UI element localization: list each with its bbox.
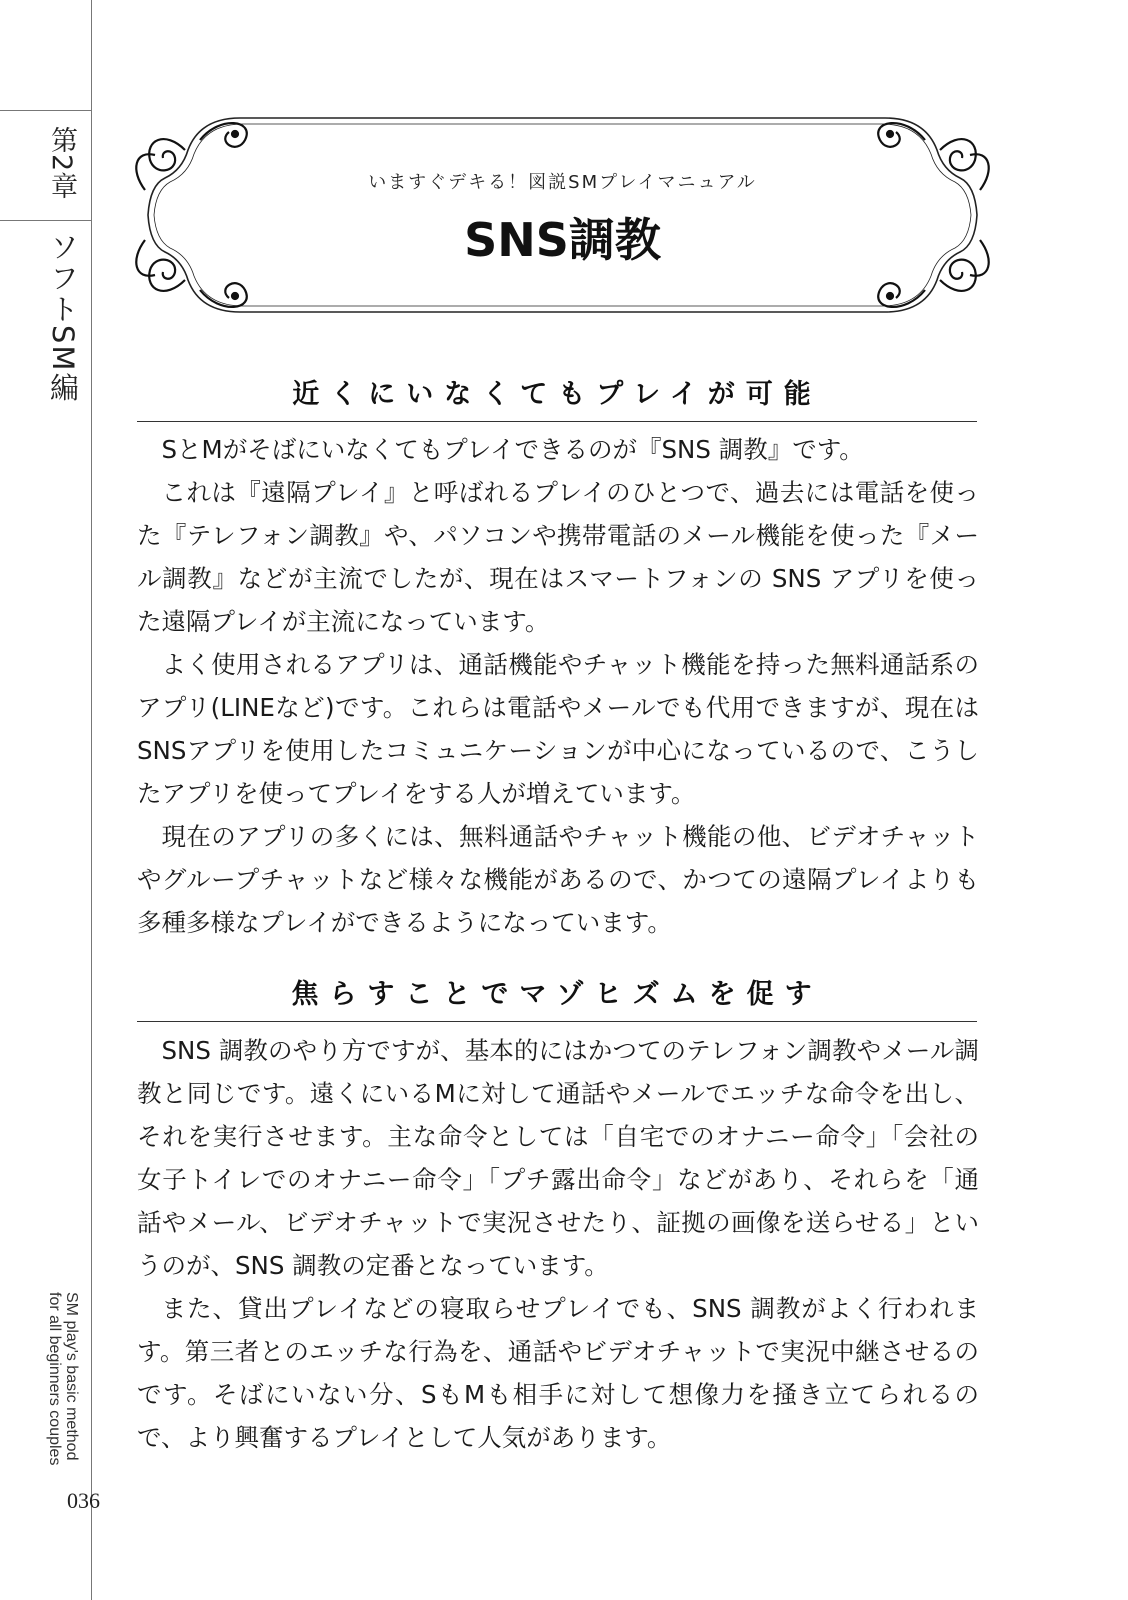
margin-vertical-rule [91,0,92,1600]
margin-rule-top [0,110,91,111]
section-heading-teasing: 焦らすことでマゾヒズムを促す [291,979,823,1010]
paragraph: 現在のアプリの多くには、無料通話やチャット機能の他、ビデオチャットやグループチャットなど様々な機能があるので、かつての遠隔プレイよりも多種多様なプレイができるようになっています。 [137,822,979,937]
paragraph: よく使用されるアプリは、通話機能やチャット機能を持った無料通話系のアプリ(LINEなど)です。これらは電話やメールでも代用できますが、現在はSNSアプリを使用したコミュニケーションが中心になっているので、こうしたアプリを使ってプレイをする人が増えています。 [137,650,979,808]
paragraph: また、貸出プレイなどの寝取らせプレイでも、SNS 調教がよく行われます。第三者とのエッチな行為を、通話やビデオチャットで実況中継させるのです。そばにいない分、SもMも相手に対して想像力を掻き立てられるので、より興奮するプレイとして人気があります。 [137,1294,979,1452]
page-title: SNS調教 [464,213,661,267]
english-tagline-line2: for all beginners couples [46,1292,63,1466]
section-rule [137,421,977,422]
section-body-remote-play [137,428,979,944]
section-body-teasing [137,1029,979,1459]
part-label: ソフトSM編 [46,232,80,404]
page-number: 036 [67,1488,100,1513]
paragraph: SとMがそばにいなくてもプレイできるのが『SNS 調教』です。 [161,435,864,464]
chapter-label: 第2章 [46,126,77,201]
margin-rule-middle [0,220,91,221]
series-subtitle: いますぐデキる！図説SMプレイマニュアル [368,172,757,193]
section-rule [137,1021,977,1022]
paragraph: これは『遠隔プレイ』と呼ばれるプレイのひとつで、過去には電話を使った『テレフォン調教』や、パソコンや携帯電話のメール機能を使った『メール調教』などが主流でしたが、現在はスマートフォンの SNS アプリを使った遠隔プレイが主流になっています。 [137,478,979,636]
paragraph: SNS 調教のやり方ですが、基本的にはかつてのテレフォン調教やメール調教と同じです。遠くにいるMに対して通話やメールでエッチな命令を出し、それを実行させます。主な命令としては「自宅でのオナニー命令」「会社の女子トイレでのオナニー命令」「プチ露出命令」などがあり、それらを「通話やメール、ビデオチャットで実況させたり、証拠の画像を送らせる」というのが、SNS 調教の定番となっています。 [137,1036,979,1280]
english-tagline-line1: SM play's basic method [63,1292,80,1461]
section-heading-remote-play: 近くにいなくてもプレイが可能 [292,379,822,410]
